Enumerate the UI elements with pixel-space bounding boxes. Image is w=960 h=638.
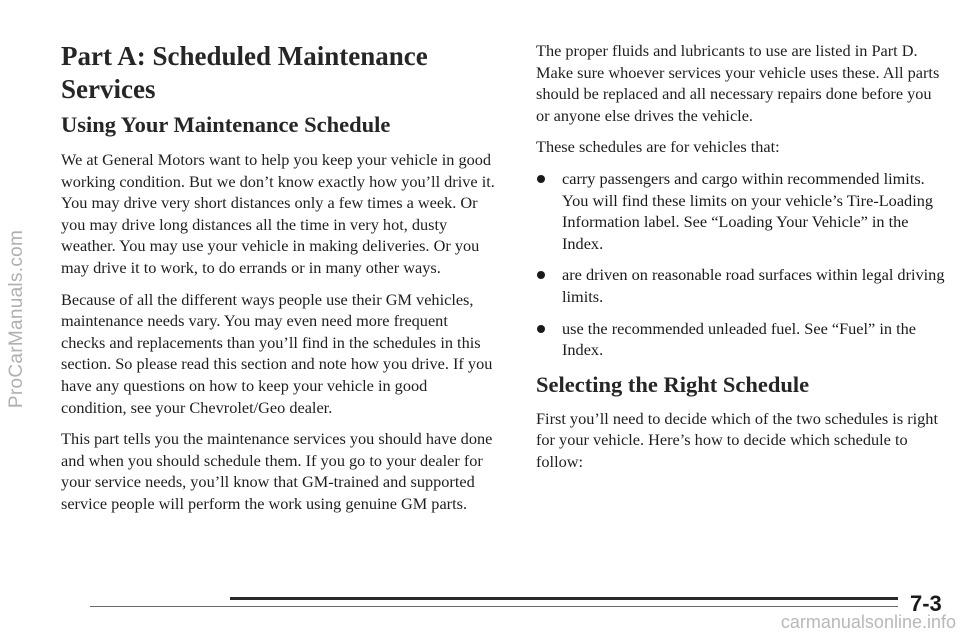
bullet-icon [537,271,545,279]
section-heading-selecting-schedule: Selecting the Right Schedule [536,371,810,397]
list-item [536,264,946,307]
paragraph-fluids: The proper fluids and lubricants to use are listed in Part D. Make sure whoever services your vehicle uses these. All parts should be replaced and all necessary repairs done before you or anyone else drives the vehicle. [536,41,940,125]
paragraph: We at General Motors want to help you keep your vehicle in good working condition. But we don’t know exactly how you’ll drive it. You may drive very short distances only a few times a week. Or you may drive long distances all the time in very hot, dusty weather. You may use your vehicle in making deliveries. Or you may drive it to work, to do errands or in many other ways. [61,150,495,277]
list-item [536,168,946,254]
paragraph-closing: First you’ll need to decide which of the two schedules is right for your vehicle. Here’s how to decide which schedule to follow: [536,408,938,471]
footer-watermark: carmanualsonline.info [780,612,956,632]
list-item-text: are driven on reasonable road surfaces within legal driving limits. [562,265,945,306]
list-item-text: carry passengers and cargo within recommended limits. You will find these limits on your vehicle’s Tire-Loading Information label. See “Loading Your Vehicle” in the Index. [562,168,933,253]
side-watermark [0,0,34,638]
paragraph: Because of all the different ways people use their GM vehicles, maintenance needs vary. You may even need more frequent checks and replacements than you’ll find in the schedules in this section. So please read this section and note how you drive. If you have any questions on how to keep your vehicle in good condition, see your Chevrolet/Geo dealer. [61,289,493,417]
list-item [536,318,946,361]
page-number: 7-3 [910,591,942,616]
paragraph: This part tells you the maintenance services you should have done and when you should schedule them. If you go to your dealer for your service needs, you’ll know that GM-trained and supported service people will perform the work using genuine GM parts. [61,429,493,513]
list-item-text: use the recommended unleaded fuel. See “Fuel” in the Index. [562,318,916,360]
list-intro: These schedules are for vehicles that: [536,137,780,157]
footer-rule-thick [230,597,898,600]
page-title: Part A: Scheduled Maintenance Services [61,41,428,104]
conditions-list [536,168,946,361]
left-column [61,111,496,525]
right-column [536,40,946,483]
side-watermark-text: ProCarManuals.com [6,229,27,409]
footer-rule-thin [90,606,898,607]
bullet-icon [537,175,545,183]
section-heading-using-schedule: Using Your Maintenance Schedule [61,112,391,137]
bullet-icon [537,325,545,333]
